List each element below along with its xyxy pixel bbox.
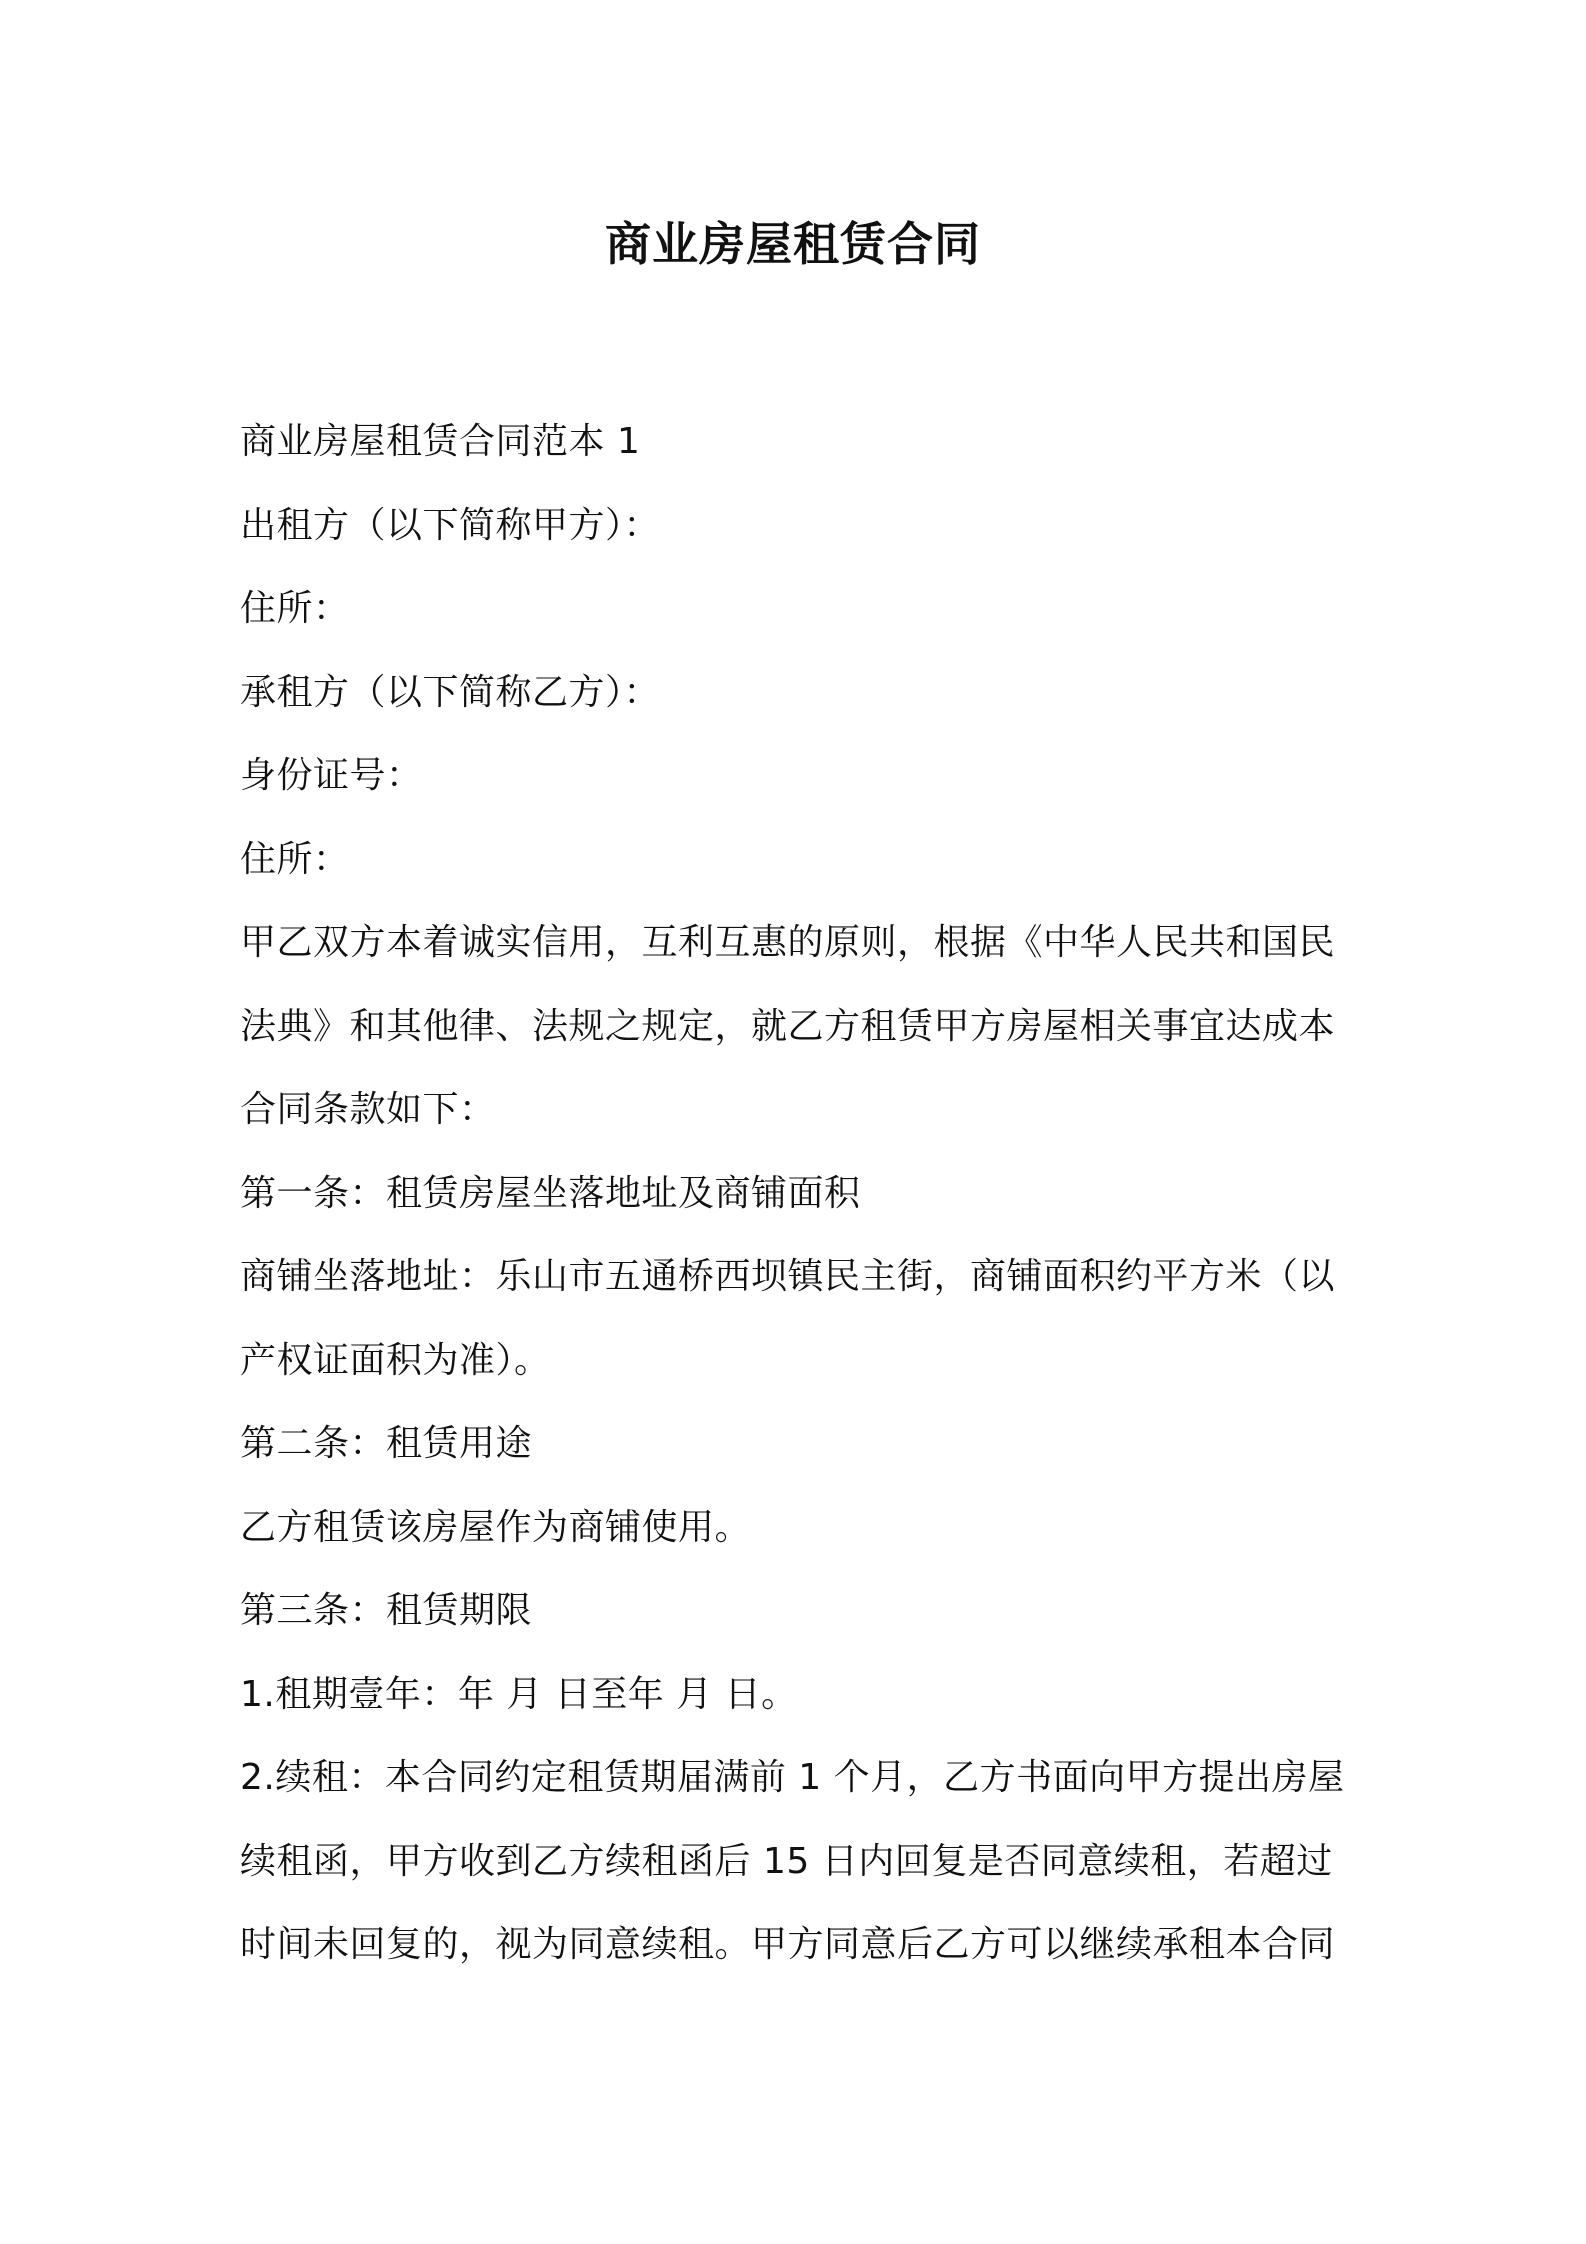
article-1-text-line-2: 产权证面积为准）。	[240, 1339, 551, 1381]
preamble-line-1: 甲乙双方本着诚实信用，互利互惠的原则，根据《中华人民共和国民	[240, 922, 1336, 963]
article-2-text: 乙方租赁该房屋作为商铺使用。	[240, 1506, 752, 1548]
lessee-id-field: 身份证号：	[240, 755, 423, 796]
article-1-text-line-1: 商铺坐落地址：乐山市五通桥西坝镇民主街，商铺面积约平方米（以	[240, 1256, 1336, 1297]
document-body	[240, 400, 1358, 1987]
lessor-address-field: 住所：	[240, 588, 350, 629]
document-title: 商业房屋租赁合同	[605, 217, 981, 271]
lessee-field: 承租方（以下简称乙方）：	[240, 671, 661, 713]
sample-heading: 商业房屋租赁合同范本 1	[240, 421, 641, 462]
preamble-line-3: 合同条款如下：	[240, 1089, 496, 1130]
article-3-clause-2-line-3: 时间未回复的，视为同意续租。甲方同意后乙方可以继续承租本合同	[240, 1924, 1336, 1965]
article-3-clause-1: 1.租期壹年：年 月 日至年 月 日。	[240, 1673, 798, 1715]
lessee-address-field: 住所：	[240, 838, 350, 880]
lessor-field: 出租方（以下简称甲方）：	[240, 504, 661, 546]
article-1-heading: 第一条：租赁房屋坐落地址及商铺面积	[240, 1172, 861, 1214]
article-2-heading: 第二条：租赁用途	[240, 1423, 533, 1464]
article-3-clause-2-line-2: 续租函，甲方收到乙方续租函后 15 日内回复是否同意续租，若超过	[240, 1840, 1333, 1882]
article-3-clause-2-line-1: 2.续租：本合同约定租赁期届满前 1 个月，乙方书面向甲方提出房屋	[240, 1757, 1345, 1798]
preamble-line-2: 法典》和其他律、法规之规定，就乙方租赁甲方房屋相关事宜达成本	[240, 1005, 1336, 1047]
article-3-heading: 第三条：租赁期限	[240, 1590, 533, 1631]
